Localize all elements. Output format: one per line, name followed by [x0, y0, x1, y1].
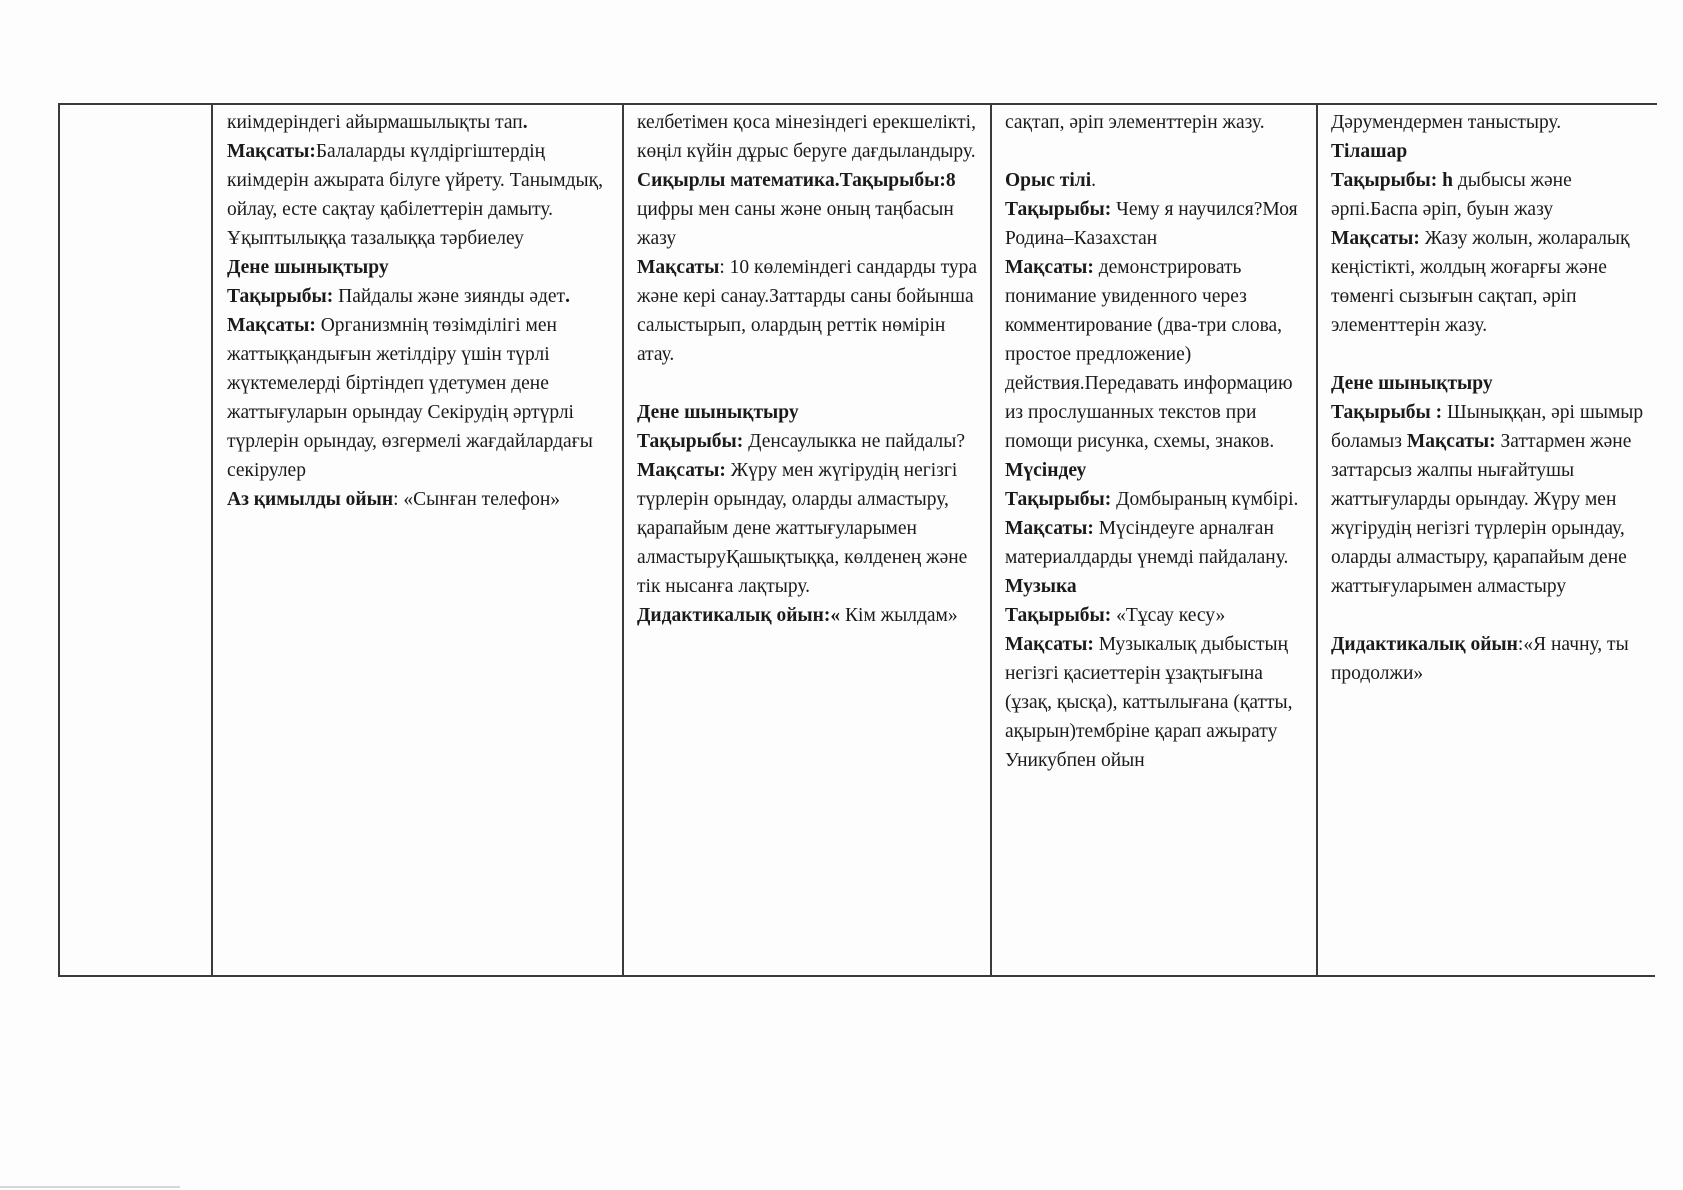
paragraph [637, 166, 987, 253]
text-run: Организмнің төзімділігі мен жаттыққандығын жетілдіру үшін түрлі жүктемелерді біртіндеп үдетумен дене жаттығуларын орындау Секірудің әртүрлі түрлерін орындау, өзгермелі жағдайлардағы секірулер [227, 315, 593, 481]
paragraph [1005, 166, 1313, 195]
paragraph [637, 427, 987, 456]
text-run: Заттармен және заттарсыз жалпы нығайтушы жаттығуларды орындау. Жүру мен жүгірудің негізгі түрлерін орындау, оларды алмастыру, қарапайым дене жаттығуларымен алмастыру [1331, 431, 1632, 597]
text-run: Уникубпен ойын [1005, 750, 1145, 771]
bold-text-run: Мақсаты: [1005, 257, 1094, 278]
column-divider-4 [1316, 103, 1318, 977]
paragraph [1331, 108, 1653, 137]
bold-text-run: Музыка [1005, 576, 1077, 597]
text-run: Музыкалық дыбыстың негізгі қасиеттерін ұзақтығына (ұзақ, қысқа), каттылығана (қатты, ақырын)тембріне қарап ажырату [1005, 634, 1293, 742]
blank-line [1005, 137, 1313, 166]
table-left-border [58, 103, 60, 977]
bold-text-run: . [522, 112, 528, 133]
bold-text-run: Мақсаты: [1331, 228, 1420, 249]
paragraph [637, 601, 987, 630]
table-cell-5 [1331, 108, 1653, 688]
paragraph [227, 485, 617, 514]
paragraph [1005, 456, 1313, 485]
text-run: : «Сынған телефон» [393, 489, 561, 510]
column-divider-1 [211, 103, 213, 977]
paragraph [1331, 137, 1653, 166]
paragraph [1331, 369, 1653, 398]
table-top-border [59, 103, 1657, 105]
paragraph [1005, 601, 1313, 630]
bold-text-run: Дене шынықтыру [1331, 373, 1493, 394]
bold-text-run: Тақырыбы: [1005, 199, 1112, 220]
paragraph [227, 282, 617, 311]
bold-text-run: Тақырыбы: [1005, 605, 1112, 626]
table-cell-2 [227, 108, 617, 514]
table-cell-4 [1005, 108, 1313, 775]
bold-text-run: Тақырыбы: [637, 431, 744, 452]
paragraph [1331, 630, 1653, 688]
paragraph [1331, 166, 1653, 224]
blank-line [1331, 340, 1653, 369]
paragraph [227, 253, 617, 282]
bold-text-run: Дене шынықтыру [637, 402, 799, 423]
paragraph [1331, 224, 1653, 340]
paragraph [637, 253, 987, 369]
paragraph [1005, 485, 1313, 514]
paragraph [1331, 398, 1653, 601]
text-run: Мүсіндеуге арналған материалдарды үнемді пайдалану. [1005, 518, 1289, 568]
bold-text-run: Дидактикалық ойын [1331, 634, 1518, 655]
scan-artifact [0, 1186, 180, 1188]
text-run: Шыныққан, әрі шымыр боламыз [1331, 402, 1644, 452]
bold-text-run: Мақсаты: [1005, 518, 1094, 539]
bold-text-run: Тақырыбы: [227, 286, 334, 307]
bold-text-run: Мақсаты [637, 257, 720, 278]
text-run: сақтап, әріп элементтерін жазу. [1005, 112, 1265, 133]
bold-text-run: Мүсіндеу [1005, 460, 1087, 481]
text-run: келбетімен қоса мінезіндегі ерекшелікті, көңіл күйін дұрыс беруге дағдыландыру. [637, 112, 976, 162]
text-run: Жазу жолын, жоларалық кеңістікті, жолдың жоғарғы және төменгі сызығын сақтап, әріп элементтерін жазу. [1331, 228, 1630, 336]
text-run: Кім жылдам» [840, 605, 958, 626]
paragraph [1005, 108, 1313, 137]
bold-text-run: Мақсаты: [227, 141, 316, 162]
paragraph [1005, 746, 1313, 775]
blank-line [1331, 601, 1653, 630]
bold-text-run: . [565, 286, 570, 307]
bold-text-run: Орыс тілі [1005, 170, 1092, 191]
text-run: Жүру мен жүгірудің негізгі түрлерін орындау, оларды алмастыру, қарапайым дене жаттығуларымен алмастыруҚашықтыққа, көлденең және тік нысанға лақтыру. [637, 460, 968, 597]
paragraph [1005, 514, 1313, 572]
text-run: Чему я научился?Моя Родина–Казахстан [1005, 199, 1298, 249]
blank-line [637, 369, 987, 398]
column-divider-2 [622, 103, 624, 977]
bold-text-run: Тақырыбы: һ [1331, 170, 1453, 191]
bold-text-run: Тақырыбы : [1331, 402, 1443, 423]
text-run: . [1091, 170, 1096, 191]
bold-text-run: Мақсаты: [1406, 431, 1496, 452]
text-run: «Тұсау кесу» [1111, 605, 1226, 626]
paragraph [1005, 253, 1313, 456]
text-run: цифры мен саны және оның таңбасын жазу [637, 199, 954, 249]
paragraph [637, 398, 987, 427]
text-run: Балаларды күлдіргіштердің киімдерін ажырата білуге үйрету. Танымдық, ойлау, есте сақтау қабілеттерін дамыту. Ұқыптылыққа тазалыққа тәрбиелеу [227, 141, 603, 249]
paragraph [227, 311, 617, 485]
paragraph [637, 108, 987, 166]
text-run: дыбысы және әрпі.Баспа әріп, буын жазу [1331, 170, 1572, 220]
bold-text-run: Тілашар [1331, 141, 1408, 162]
text-run: Пайдалы және зиянды әдет [333, 286, 566, 307]
bold-text-run: Мақсаты: [1005, 634, 1094, 655]
bold-text-run: Мақсаты: [227, 315, 316, 336]
text-run: Домбыраның күмбірі. [1111, 489, 1299, 510]
bold-text-run: Дидактикалық ойын:« [637, 605, 841, 626]
column-divider-3 [990, 103, 992, 977]
text-run: : 10 көлеміндегі сандарды тура және кері санау.Заттарды саны бойынша салыстырып, олардың реттік нөмірін атау. [637, 257, 978, 365]
table-cell-3 [637, 108, 987, 630]
bold-text-run: Сиқырлы математика.Тақырыбы:8 [637, 170, 956, 191]
text-run: Дәрумендермен таныстыру. [1331, 112, 1562, 133]
paragraph [637, 456, 987, 601]
bold-text-run: Мақсаты: [637, 460, 726, 481]
bold-text-run: Аз қимылды ойын [227, 489, 394, 510]
paragraph [1005, 195, 1313, 253]
bold-text-run: Тақырыбы: [1005, 489, 1112, 510]
bold-text-run: Дене шынықтыру [227, 257, 389, 278]
paragraph [227, 108, 617, 137]
paragraph [1005, 630, 1313, 746]
paragraph [227, 137, 617, 253]
text-run: Денсаулыкка не пайдалы? [743, 431, 965, 452]
paragraph [1005, 572, 1313, 601]
table-bottom-border [59, 975, 1655, 977]
text-run: :«Я начну, ты продолжи» [1331, 634, 1629, 684]
text-run: демонстрировать понимание увиденного через комментирование (два-три слова, простое предложение) действия.Передавать информацию из прослушанных текстов при помощи рисунка, схемы, знаков. [1005, 257, 1293, 452]
text-run: киімдеріндегі айырмашылықты тап [227, 112, 523, 133]
